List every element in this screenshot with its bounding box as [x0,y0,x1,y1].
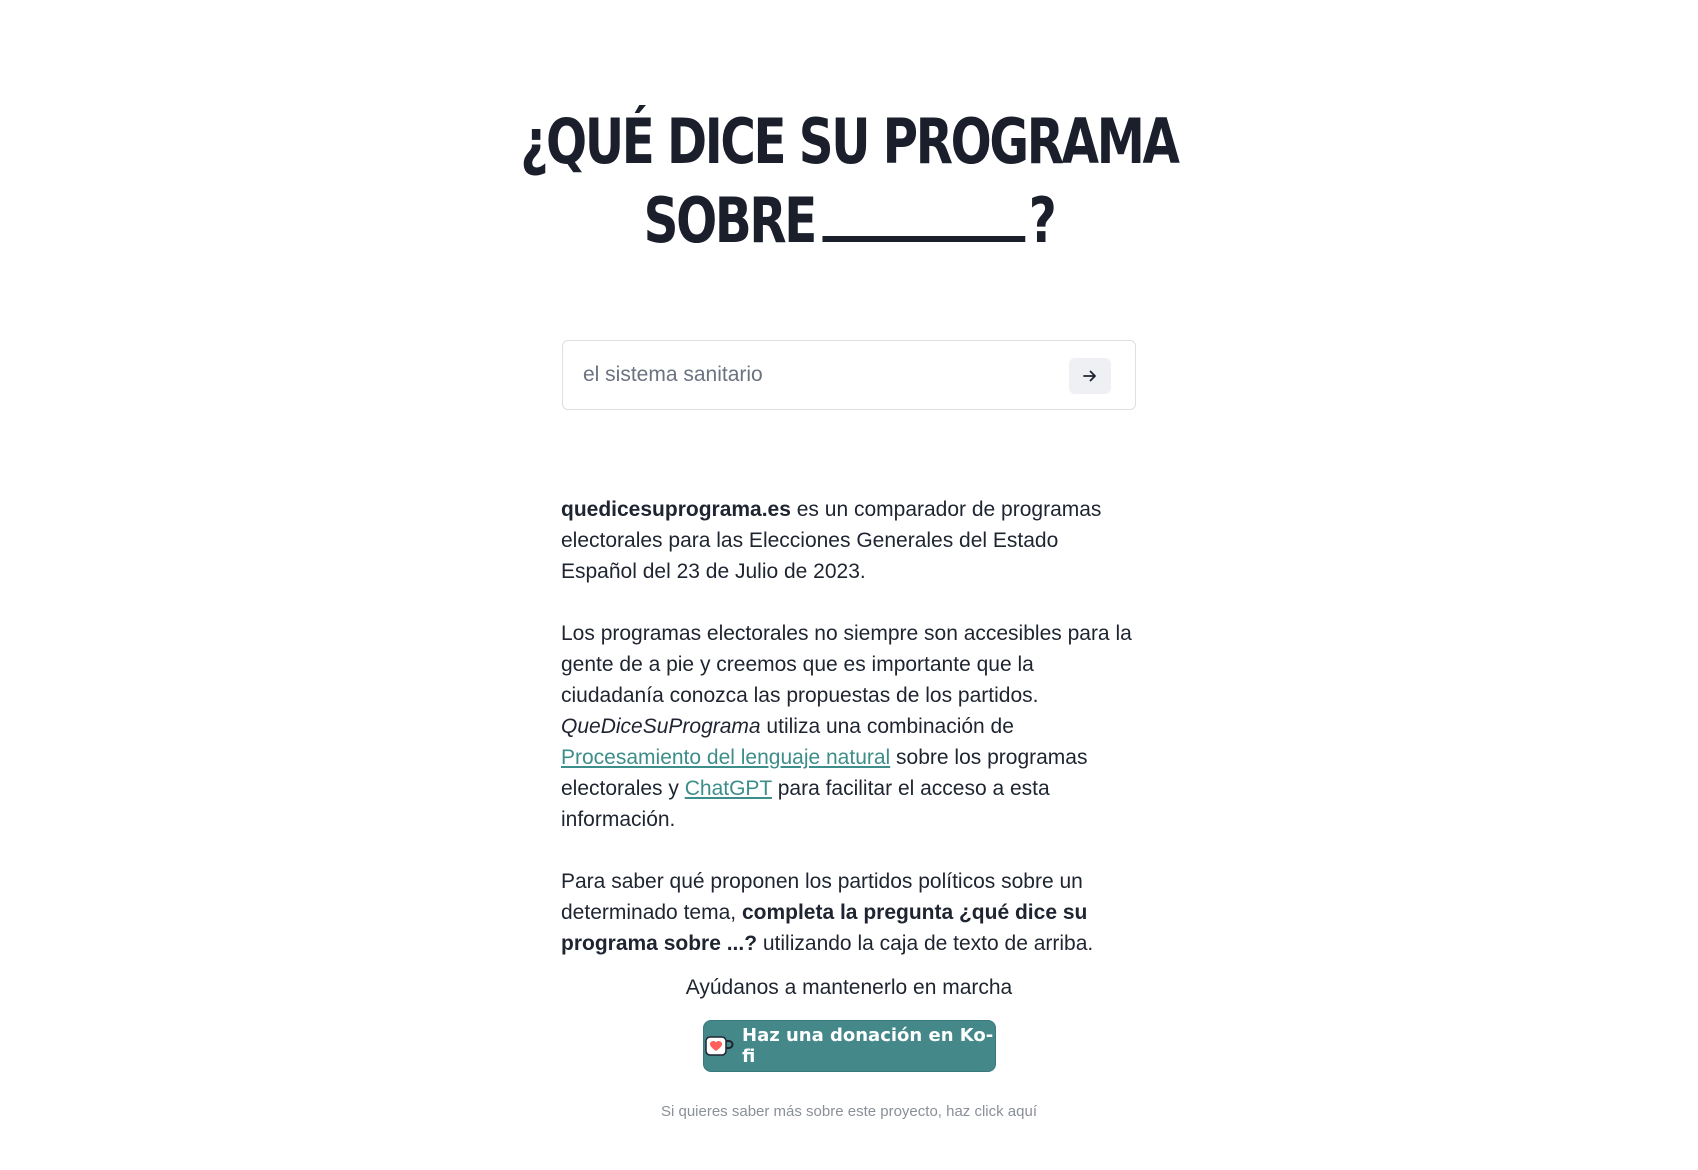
site-name: quedicesuprograma.es [561,498,791,521]
kofi-label: Haz una donación en Ko-fi [742,1025,994,1067]
title-line-2 [187,180,1511,259]
nlp-link[interactable]: Procesamiento del lenguaje natural [561,746,891,769]
intro-paragraph-1 [561,494,1139,587]
title-prefix: SOBRE [643,184,815,257]
intro-p2-text-1: Los programas electorales no siempre son accesibles para la gente de a pie y creemos que es importante que la ciudadanía conozca las propuestas de los partidos. [561,622,1132,707]
title-blank [823,180,1026,242]
arrow-right-icon [1082,368,1098,384]
intro-p3-text-1: Para saber qué proponen los partidos políticos sobre un determinado tema, [561,870,1083,924]
intro-p1-text: es un comparador de programas electorales para las Elecciones Generales del Estado Español del 23 de Julio de 2023. [561,498,1102,583]
submit-button[interactable] [1069,358,1111,394]
about-project-link[interactable]: Si quieres saber más sobre este proyecto, haz click aquí [660,1103,1038,1120]
intro-paragraph-2 [561,618,1139,835]
page-title [187,104,1511,259]
kofi-donate-button[interactable] [703,1020,996,1072]
brand-name: QueDiceSuPrograma [561,715,761,738]
search-form [562,340,1136,410]
intro-paragraph-3 [561,866,1139,959]
intro-p2-text-2: utiliza una combinación de [760,715,1014,738]
search-input[interactable] [583,341,1053,409]
support-text: Ayúdanos a mantenerlo en marcha [685,976,1013,999]
intro-p3-bold: completa la pregunta ¿qué dice su programa sobre ...? [561,901,1088,955]
intro-p2-text-3: sobre los programas electorales y [561,746,1088,800]
title-suffix: ? [1028,184,1055,257]
chatgpt-link[interactable]: ChatGPT [684,777,772,800]
intro-p2-text-4: para facilitar el acceso a esta información. [561,777,1050,831]
title-line-1: ¿QUÉ DICE SU PROGRAMA [520,105,1178,178]
kofi-cup-icon [704,1034,734,1058]
intro-section [561,494,1139,990]
intro-p3-text-2: utilizando la caja de texto de arriba. [757,932,1094,955]
